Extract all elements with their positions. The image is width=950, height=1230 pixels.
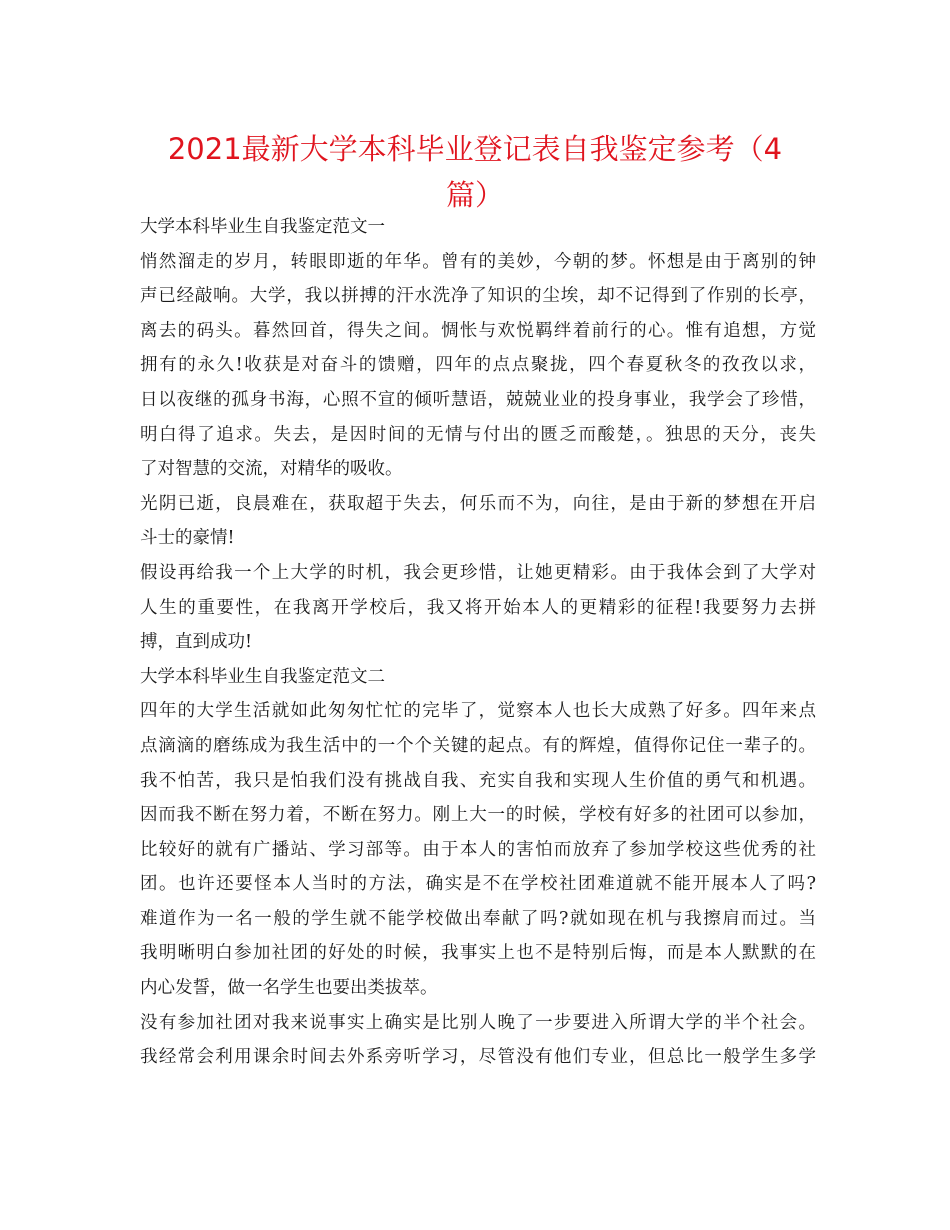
body-line: 内心发誓，做一名学生也要出类拔萃。 xyxy=(140,978,438,999)
body-line: 我不怕苦，我只是怕我们没有挑战自我、充实自我和实现人生价值的勇气和机遇。 xyxy=(140,770,816,791)
body-line: 明白得了追求。失去，是因时间的无情与付出的匮乏而酸楚，。独思的天分，丧失 xyxy=(140,424,816,445)
body-line: 我经常会利用课余时间去外系旁听学习，尽管没有他们专业，但总比一般学生多学 xyxy=(140,1047,816,1068)
body-line: 光阴已逝，良晨难在，获取超于失去，何乐而不为，向往，是由于新的梦想在开启 xyxy=(140,493,816,514)
body-line: 了对智慧的交流，对精华的吸收。 xyxy=(140,459,403,480)
body-line: 四年的大学生活就如此匆匆忙忙的完毕了，觉察本人也长大成熟了好多。四年来点 xyxy=(140,701,816,722)
body-line: 悄然溜走的岁月，转眼即逝的年华。曾有的美妙，今朝的梦。怀想是由于离别的钟 xyxy=(140,251,816,272)
body-line: 假设再给我一个上大学的时机，我会更珍惜，让她更精彩。由于我体会到了大学对 xyxy=(140,562,816,583)
document-body xyxy=(140,210,816,1075)
body-line: 离去的码头。暮然回首，得失之间。惆怅与欢悦羁绊着前行的心。惟有追想，方觉 xyxy=(140,320,816,341)
body-line: 因而我不断在努力着，不断在努力。刚上大一的时候，学校有好多的社团可以参加， xyxy=(140,805,816,826)
body-line: 搏，直到成功! xyxy=(140,632,253,653)
body-line: 没有参加社团对我来说事实上确实是比别人晚了一步要进入所谓大学的半个社会。 xyxy=(140,1012,816,1033)
body-line: 人生的重要性，在我离开学校后，我又将开始本人的更精彩的征程!我要努力去拼 xyxy=(140,597,816,618)
body-line: 难道作为一名一般的学生就不能学校做出奉献了吗?就如现在机与我擦肩而过。当 xyxy=(140,908,816,929)
body-line: 拥有的永久!收获是对奋斗的馈赠，四年的点点聚拢，四个春夏秋冬的孜孜以求， xyxy=(140,355,816,376)
body-line: 声已经敲响。大学，我以拼搏的汗水洗净了知识的尘埃，却不记得到了作别的长亭， xyxy=(140,286,816,307)
body-line: 比较好的就有广播站、学习部等。由于本人的害怕而放弃了参加学校这些优秀的社 xyxy=(140,839,816,860)
body-line: 我明晰明白参加社团的好处的时候，我事实上也不是特别后悔，而是本人默默的在 xyxy=(140,943,816,964)
body-line: 点滴滴的磨练成为我生活中的一个个关键的起点。有的辉煌，值得你记住一辈子的。 xyxy=(140,735,816,756)
body-line: 斗士的豪情! xyxy=(140,528,235,549)
body-line: 团。也许还要怪本人当时的方法，确实是不在学校社团难道就不能开展本人了吗? xyxy=(140,874,816,895)
section-heading-1: 大学本科毕业生自我鉴定范文一 xyxy=(140,217,385,237)
section-heading-2: 大学本科毕业生自我鉴定范文二 xyxy=(140,666,385,687)
document-title: 2021最新大学本科毕业登记表自我鉴定参考（4篇） xyxy=(167,132,783,212)
body-line: 日以夜继的孤身书海，心照不宣的倾听慧语，兢兢业业的投身事业，我学会了珍惜， xyxy=(140,389,816,410)
